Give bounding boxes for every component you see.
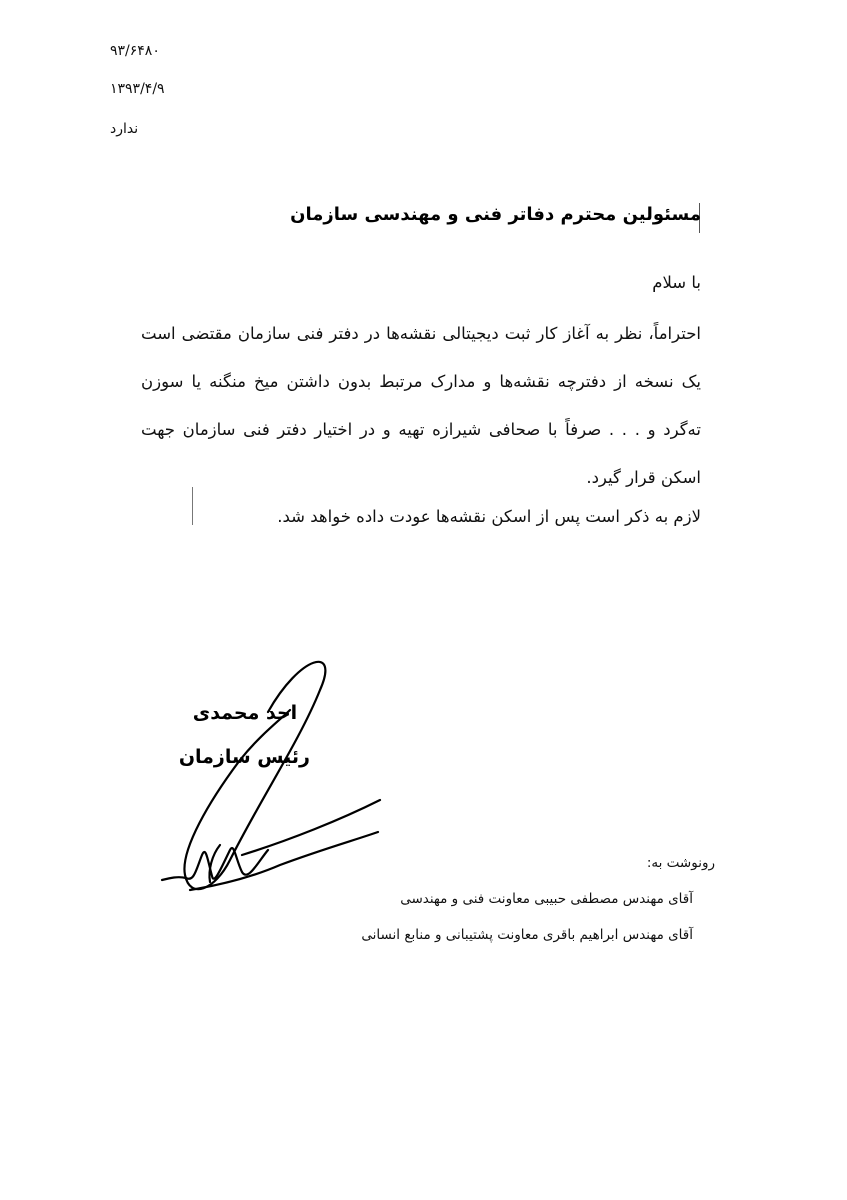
signatory-name: احد محمدی xyxy=(192,702,298,724)
cc-recipient: آقای مهندس مصطفی حبیبی معاونت فنی و مهندسی xyxy=(400,891,693,907)
letter-attachment: ندارد xyxy=(110,121,139,137)
cc-recipient: آقای مهندس ابراهیم باقری معاونت پشتیبانی و منابع انسانی xyxy=(361,927,693,943)
closing-sentence: لازم به ذکر است پس از اسکن نقشه‌ها عودت داده خواهد شد. xyxy=(277,507,701,526)
text-cursor-mark-2 xyxy=(192,487,193,525)
signatory-title: رئیس سازمان xyxy=(178,746,310,768)
letter-number: ۹۳/۶۴۸۰ xyxy=(110,43,160,59)
salutation: با سلام xyxy=(652,273,701,292)
body-paragraph: احتراماً، نظر به آغاز کار ثبت دیجیتالی نقشه‌ها در دفتر فنی سازمان مقتضی است یک نسخه از دفترچه نقشه‌ها و مدارک مرتبط بدون داشتن میخ منگنه یا سوزن ته‌گرد و . . . صرفاً با صحافی شیرازه تهیه و در اختیار دفتر فنی سازمان جهت اسکن قرار گیرد. xyxy=(141,324,701,487)
cc-heading: رونوشت به: xyxy=(646,855,715,871)
letter-date: ۱۳۹۳/۴/۹ xyxy=(110,81,165,97)
handwritten-signature xyxy=(150,650,390,910)
letter-body xyxy=(141,268,701,532)
addressee-line: مسئولین محترم دفاتر فنی و مهندسی سازمان xyxy=(290,204,701,225)
